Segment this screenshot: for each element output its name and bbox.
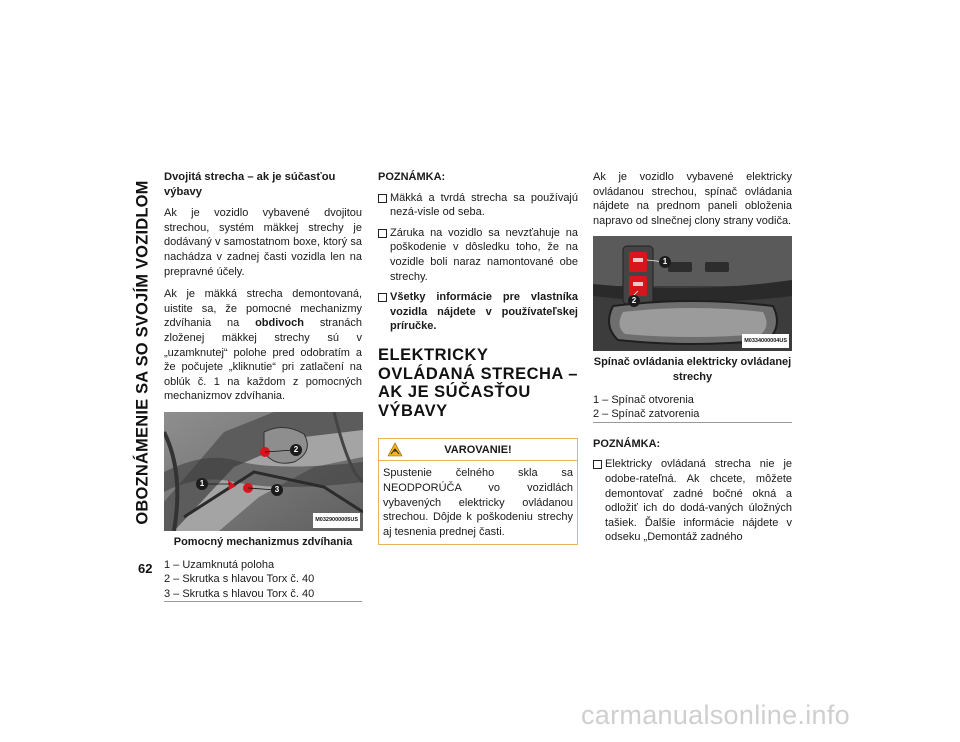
section-title-power-top: ELEKTRICKY OVLÁDANÁ STRECHA – AK JE SÚČASŤOU VÝBAVY bbox=[378, 345, 578, 420]
subheading-dual-roof: Dvojitá strecha – ak je súčasťou výbavy bbox=[164, 171, 336, 198]
paragraph-soft-top-removal: Ak je mäkká strecha demontovaná, uistite sa, že pomocné mechanizmy zdvíhania na obdivoch stranách zloženej mäkkej strechy sú v „uzamknutej“ polohe pred odobratím a že počujete „kliknutie“ pri zatlačení na oblúk č. 1 na každom z pomocných mechanizmov zdvíhania. bbox=[164, 288, 363, 403]
paragraph-power-top-switch: Ak je vozidlo vybavené elektricky ovládanou strechou, spínač ovládania nájdete na prednom paneli obloženia napravo od slnečnej clony strany vodiča. bbox=[593, 171, 792, 227]
callout-2: 2 bbox=[628, 295, 640, 307]
watermark: carmanualsonline.info bbox=[581, 700, 850, 730]
column-left bbox=[164, 170, 362, 602]
callout-1: 1 bbox=[196, 478, 208, 490]
list-item: Všetky informácie pre vlastníka vozidla nájdete v používateľskej príručke. bbox=[378, 290, 578, 334]
legend-item: 1 – Uzamknutá poloha bbox=[164, 558, 275, 571]
callout-3: 3 bbox=[271, 484, 283, 496]
emphasis-both: obdivoch bbox=[255, 317, 304, 330]
figure-legend-power-top-switch bbox=[593, 393, 792, 423]
figure-code: M0329000005US bbox=[313, 513, 360, 528]
warning-header bbox=[379, 439, 577, 461]
figure-code: M0334000004US bbox=[742, 334, 789, 349]
callout-2: 2 bbox=[290, 444, 302, 456]
list-item: Elektricky ovládaná strecha nie je odobe-rateľná. Ak chcete, môžete demontovať zadné bočné okná a odložiť ich do dodá-vaných úložných tašiek. Ďalšie informácie nájdete v odseku „Demontáž zadného bbox=[593, 457, 792, 545]
list-item: Záruka na vozidlo sa nevzťahuje na poškodenie v dôsledku toho, že na vozidle boli naraz namontované obe strechy. bbox=[378, 226, 578, 284]
page-number: 62 bbox=[138, 561, 153, 576]
figure-caption-lift-assist: Pomocný mechanizmus zdvíhania bbox=[173, 535, 353, 548]
note-list bbox=[378, 191, 578, 334]
chapter-side-tab bbox=[128, 158, 158, 546]
warning-box bbox=[378, 438, 578, 545]
warning-triangle-icon bbox=[387, 442, 403, 457]
legend-item: 1 – Spínač otvorenia bbox=[593, 393, 694, 406]
paragraph-dual-roof: Ak je vozidlo vybavené dvojitou strechou, systém mäkkej strechy je dodávaný v samostatnom boxe, ktorý sa nachádza v zadnej časti vozidla len na prepravné účely. bbox=[164, 207, 362, 278]
column-middle bbox=[378, 170, 578, 545]
note-list bbox=[593, 457, 792, 545]
legend-item: 3 – Skrutka s hlavou Torx č. 40 bbox=[164, 587, 315, 600]
note-title: POZNÁMKA: bbox=[593, 437, 661, 450]
legend-item: 2 – Spínač zatvorenia bbox=[593, 408, 700, 421]
figure-lift-assist bbox=[164, 412, 363, 531]
figure-legend-lift-assist bbox=[164, 558, 362, 603]
legend-item: 2 – Skrutka s hlavou Torx č. 40 bbox=[164, 573, 315, 586]
callout-1: 1 bbox=[659, 256, 671, 268]
list-item: Mäkká a tvrdá strecha sa používajú nezá-visle od seba. bbox=[378, 191, 578, 220]
chapter-title: OBOZNÁMENIE SA SO SVOJÍM VOZIDLOM bbox=[133, 179, 152, 525]
warning-text: Spustenie čelného skla sa NEODPORÚČA vo vozidlách vybavených elektricky ovládanou strechou. Dôjde k poškodeniu strechy aj tesnenia prednej časti. bbox=[383, 467, 573, 538]
figure-power-top-switch bbox=[593, 236, 792, 351]
warning-title: VAROVANIE! bbox=[444, 443, 512, 456]
column-right bbox=[593, 170, 792, 551]
note-title: POZNÁMKA: bbox=[378, 171, 446, 183]
figure-caption-power-top-switch: Spínač ovládania elektricky ovládanej strechy bbox=[593, 356, 792, 383]
